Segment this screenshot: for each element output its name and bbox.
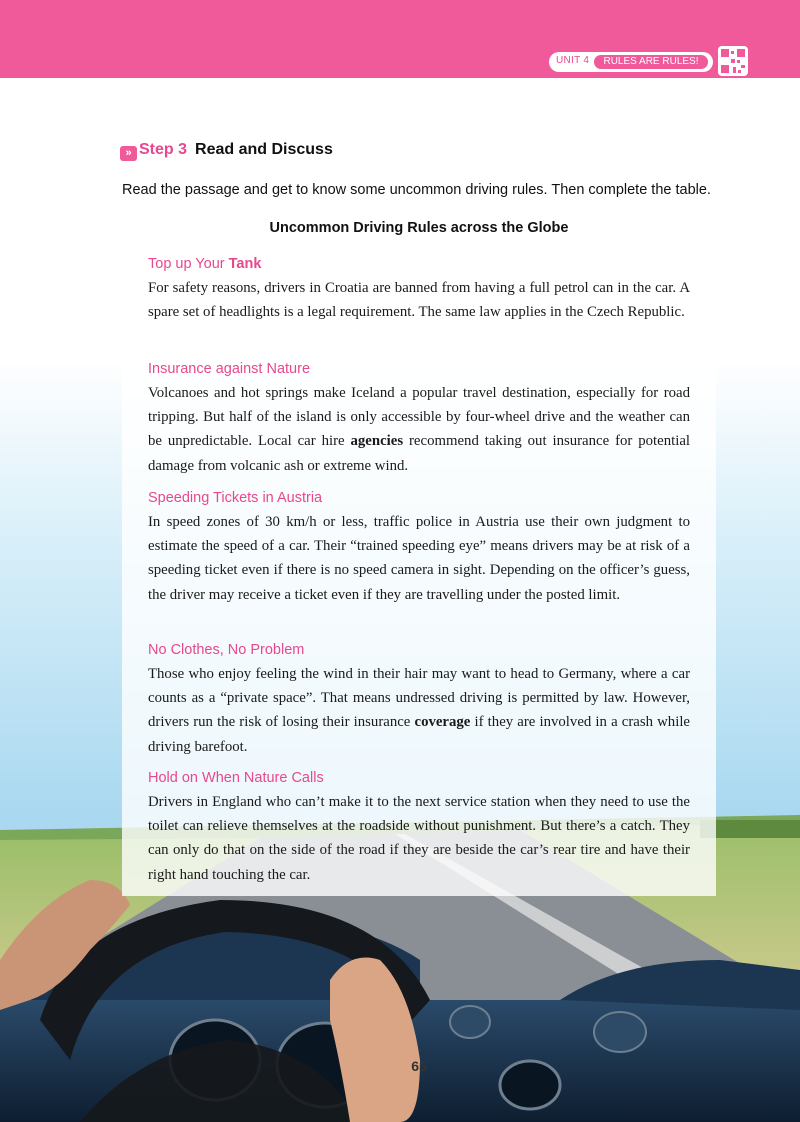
section-insurance-against-nature: [148, 359, 690, 478]
section-body: In speed zones of 30 km/h or less, traffic police in Austria use their own judgment to estimate the speed of a car. Their “trained speeding eye” means drivers may be at risk of a speeding ticket even if there is no speed camera in sight. Depending on the officer’s guess, the driver may receive a ticket even if they are travelling under the posted limit.: [148, 514, 690, 603]
section-heading: Insurance against Nature: [148, 361, 311, 377]
section-body: Those who enjoy feeling the wind in their hair may want to head to Germany, where a car counts as a “private space”. That means undressed driving is permitted by law. However, drivers run the risk of losing their insurance coverage if they are involved in a crash while driving barefoot.: [148, 666, 690, 755]
unit-label: UNIT 4: [556, 55, 590, 66]
passage-title: Uncommon Driving Rules across the Globe: [269, 220, 569, 236]
double-chevron-right-icon: »: [120, 146, 137, 161]
section-heading: No Clothes, No Problem: [148, 642, 305, 658]
section-speeding-tickets-in-austria: [148, 488, 690, 607]
section-heading: Top up Your Tank: [148, 256, 262, 272]
section-body: Drivers in England who can’t make it to the next service station when they need to use the toilet can relieve themselves at the roadside without punishment. But there’s a catch. They can only do that on the side of the road if they are beside the car’s rear tire and have their right hand touching the car.: [148, 794, 690, 883]
unit-title: RULES ARE RULES!: [594, 55, 708, 69]
qr-code-icon[interactable]: [718, 46, 748, 76]
section-no-clothes-no-problem: [148, 640, 690, 759]
page-number: 65: [411, 1058, 427, 1074]
section-heading: Speeding Tickets in Austria: [148, 490, 323, 506]
section-body: Volcanoes and hot springs make Iceland a popular travel destination, especially for road tripping. But half of the island is only accessible by four-wheel drive and the weather can be unpredictable. Local car hire agencies recommend taking out insurance for potential damage from volcanic ash or extreme wind.: [148, 385, 691, 474]
step-title: Read and Discuss: [195, 141, 333, 158]
instructions: Read the passage and get to know some uncommon driving rules. Then complete the table.: [122, 182, 711, 198]
section-heading: Hold on When Nature Calls: [148, 770, 324, 786]
section-body: For safety reasons, drivers in Croatia are banned from having a full petrol can in the car. A spare set of headlights is a legal requirement. The same law applies in the Czech Republic.: [148, 280, 690, 321]
step-number: Step 3: [139, 141, 188, 158]
section-hold-on-when-nature-calls: [148, 768, 690, 887]
step-heading: [120, 141, 333, 161]
section-top-up-your-tank: [148, 254, 690, 324]
